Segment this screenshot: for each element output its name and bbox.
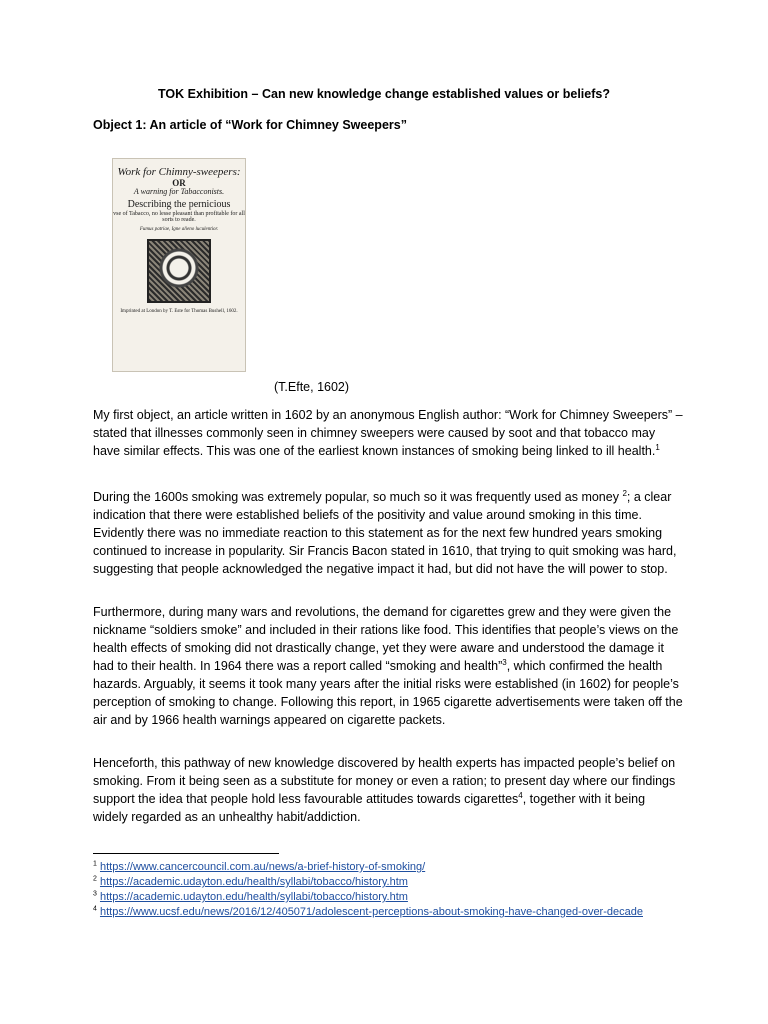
figure-line: OR — [172, 177, 186, 188]
paragraph-text: During the 1600s smoking was extremely popular, so much so it was frequently used as money — [93, 490, 623, 504]
footnote-number: 3 — [93, 890, 97, 898]
paragraph-text: Henceforth, this pathway of new knowledge discovered by health experts has impacted people’s belief on smoking. From it being seen as a substitute for money or even a ration; to present day where our findings support the idea that people hold less favourable attitudes towards cigarettes — [93, 756, 676, 806]
footnote — [93, 890, 683, 905]
title-page-image — [112, 158, 246, 372]
footnote-link[interactable]: https://www.ucsf.edu/news/2016/12/405071/adolescent-perceptions-about-smoking-have-changed-over-decade — [99, 906, 643, 918]
footnote-separator — [93, 853, 279, 854]
paragraph-text: , which confirmed the health hazards. Arguably, it seems it took many years after the initial risks were established (in 1602) for people’s perception of smoking to change. Following this report, in 1965 cigarette advertisements were taken off the air and by 1966 health warnings appeared on cigarette packets. — [93, 659, 683, 727]
footnote-link[interactable]: https://academic.udayton.edu/health/syllabi/tobacco/history.htm — [99, 891, 408, 903]
figure-line: Describing the pernicious — [127, 199, 231, 211]
footnote-link[interactable]: https://academic.udayton.edu/health/syllabi/tobacco/history.htm — [99, 876, 408, 888]
footnote-ref[interactable]: 4 — [518, 790, 523, 800]
paragraph — [93, 406, 683, 460]
footnote-ref[interactable]: 3 — [502, 657, 507, 667]
figure-line: Imprinted at London by T. Este for Thomas Bushell, 1602. — [120, 308, 238, 314]
footnote — [93, 905, 683, 920]
paragraph — [93, 603, 683, 729]
footnote-ref[interactable]: 1 — [655, 442, 660, 452]
footnote-link[interactable]: https://www.cancercouncil.com.au/news/a-brief-history-of-smoking/ — [99, 861, 426, 873]
paragraph — [93, 754, 683, 826]
paragraph — [93, 488, 683, 578]
footnote-number: 2 — [93, 875, 97, 883]
footnote-number: 1 — [93, 860, 97, 868]
paragraph-text: ; a clear indication that there were established beliefs of the positivity and value around smoking in this time. Evidently there was no immediate reaction to this statement as for the next few hundred years smoking continued to increase in popularity. Sir Francis Bacon stated in 1610, that trying to quit smoking was hard, suggesting that people acknowledged the negative impact it had, but did not have the will power to stop. — [93, 490, 677, 576]
object-heading: Object 1: An article of “Work for Chimney Sweepers” — [93, 118, 407, 132]
footnote — [93, 860, 683, 875]
page-title: TOK Exhibition – Can new knowledge change established values or beliefs? — [158, 87, 610, 101]
figure-line: Fumus patriae, Igne alieno luculentior. — [139, 227, 219, 233]
footnotes — [93, 860, 683, 920]
figure-caption: (T.Efte, 1602) — [274, 380, 350, 394]
paragraph-text: My first object, an article written in 1602 by an anonymous English author: “Work for Chimney Sweepers” – stated that illnesses commonly seen in chimney sweepers were caused by soot and that tobacco may have similar effects. This was one of the earliest known instances of smoking being linked to ill health. — [93, 408, 683, 458]
paragraph-text: , together with it being widely regarded as an unhealthy habit/addiction. — [93, 792, 646, 824]
figure-line: A warning for Tabacconists. — [133, 186, 225, 196]
woodcut-emblem — [147, 239, 211, 303]
footnote-ref[interactable]: 2 — [622, 488, 627, 498]
paragraph-text: Furthermore, during many wars and revolutions, the demand for cigarettes grew and they were given the nickname “soldiers smoke” and included in their rations like food. This identifies that people’s views on the health effects of smoking did not drastically change, yet they were aware and understood the damage it had to their health. In 1964 there was a report called “smoking and health” — [93, 605, 679, 673]
footnote-number: 4 — [93, 905, 97, 913]
figure-line: vse of Tabacco, no lesse pleasant than profitable for all sorts to reade. — [113, 210, 245, 224]
figure-line: Work for Chimny-sweepers: — [117, 166, 241, 178]
footnote — [93, 875, 683, 890]
